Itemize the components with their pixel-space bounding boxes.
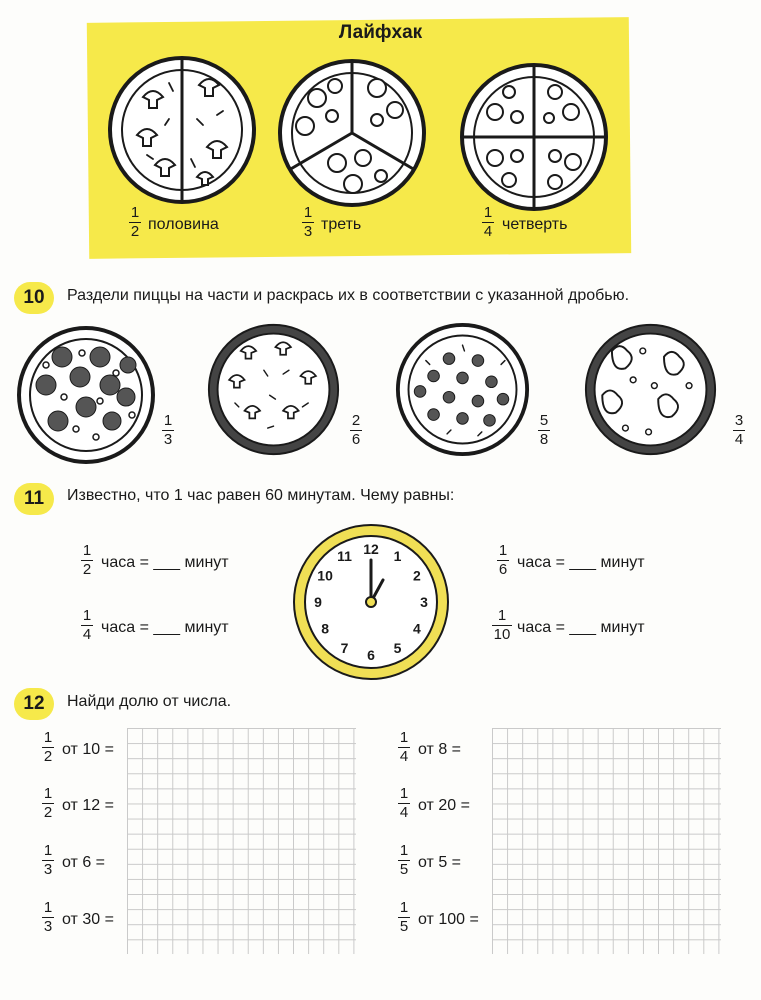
task11-equation-3: часа = ___ минут: [517, 554, 645, 571]
numerator: 1: [43, 785, 53, 802]
denominator: 4: [734, 431, 744, 449]
task11-fraction-3: [497, 543, 509, 578]
numerator: 1: [303, 204, 313, 221]
denominator: 2: [43, 804, 53, 822]
lifehack-fraction-2: [302, 205, 314, 240]
task12-right-equation-3: от 5 =: [418, 854, 462, 871]
denominator: 3: [303, 223, 313, 241]
denominator: 4: [483, 223, 493, 241]
task-11-text: Известно, что 1 час равен 60 минутам. Чему равны:: [67, 487, 455, 504]
denominator: 4: [399, 748, 409, 766]
task10-fraction-2: [350, 413, 362, 448]
task12-right-equation-2: от 20 =: [418, 797, 470, 814]
lifehack-fraction-3: [482, 205, 494, 240]
clock-number-5: 5: [393, 639, 402, 656]
clock-number-4: 4: [413, 620, 421, 637]
pizza-ham-icon: [583, 322, 718, 457]
denominator: 3: [163, 431, 173, 449]
pizza-mushroom-icon: [206, 322, 341, 457]
pizza-half-icon: [107, 55, 257, 205]
numerator: 1: [43, 899, 53, 916]
denominator: 4: [82, 626, 92, 644]
task12-left-equation-2: от 12 =: [62, 797, 114, 814]
task-number-11: 11: [14, 483, 54, 515]
task12-right-fraction-3: [398, 843, 410, 878]
numerator: 1: [43, 729, 53, 746]
task12-left-equation-1: от 10 =: [62, 741, 114, 758]
task12-left-fraction-1: [42, 730, 54, 765]
task12-left-fraction-3: [42, 843, 54, 878]
denominator: 4: [399, 804, 409, 822]
task-10-text: Раздели пиццы на части и раскрась их в соответствии с указанной дробью.: [67, 287, 630, 304]
clock-number-11: 11: [337, 548, 352, 565]
task12-left-equation-3: от 6 =: [62, 854, 106, 871]
task12-right-equation-4: от 100 =: [418, 911, 479, 928]
pizza-pepperoni-icon: [16, 325, 156, 465]
task12-right-fraction-1: [398, 730, 410, 765]
pizza-olive-icon: [395, 322, 530, 457]
task-12-text: Найди долю от числа.: [67, 693, 232, 710]
task12-left-fraction-4: [42, 900, 54, 935]
denominator: 2: [43, 748, 53, 766]
numerator: 1: [399, 899, 409, 916]
task12-left-fraction-2: [42, 786, 54, 821]
lifehack-label-third: треть: [321, 216, 362, 233]
answer-grid-right[interactable]: [492, 728, 721, 954]
denominator: 8: [539, 431, 549, 449]
numerator: 1: [163, 412, 173, 429]
numerator: 1: [130, 204, 140, 221]
clock-number-10: 10: [317, 567, 333, 584]
pizza-third-icon: [277, 58, 427, 208]
task11-equation-4: часа = ___ минут: [517, 619, 645, 636]
task11-fraction-2: [81, 608, 93, 643]
lifehack-fraction-1: [129, 205, 141, 240]
task11-equation-1: часа = ___ минут: [101, 554, 229, 571]
numerator: 3: [734, 412, 744, 429]
numerator: 1: [399, 729, 409, 746]
task11-fraction-4: [492, 608, 512, 643]
numerator: 1: [483, 204, 493, 221]
clock-number-1: 1: [393, 548, 402, 565]
task10-fraction-4: [733, 413, 745, 448]
denominator: 10: [493, 626, 511, 644]
task12-right-equation-1: от 8 =: [418, 741, 462, 758]
task12-left-equation-4: от 30 =: [62, 911, 114, 928]
numerator: 1: [43, 842, 53, 859]
clock-number-9: 9: [314, 594, 322, 610]
numerator: 1: [399, 842, 409, 859]
pizza-quarter-icon: [459, 62, 609, 212]
lifehack-label-half: половина: [148, 216, 219, 233]
lifehack-label-quarter: четверть: [502, 216, 568, 233]
denominator: 3: [43, 918, 53, 936]
answer-grid-left[interactable]: [127, 728, 356, 954]
numerator: 5: [539, 412, 549, 429]
task10-fraction-3: [538, 413, 550, 448]
task-number-12: 12: [14, 688, 54, 720]
task12-right-fraction-2: [398, 786, 410, 821]
denominator: 6: [351, 431, 361, 449]
clock-number-12: 12: [363, 541, 379, 557]
denominator: 6: [498, 561, 508, 579]
clock-number-6: 6: [367, 647, 375, 663]
denominator: 3: [43, 861, 53, 879]
clock-icon: [291, 522, 451, 682]
clock-number-2: 2: [413, 567, 421, 584]
task11-equation-2: часа = ___ минут: [101, 619, 229, 636]
clock-number-3: 3: [420, 594, 428, 610]
denominator: 2: [82, 561, 92, 579]
denominator: 2: [130, 223, 140, 241]
denominator: 5: [399, 861, 409, 879]
clock-number-8: 8: [321, 620, 329, 637]
denominator: 5: [399, 918, 409, 936]
numerator: 1: [82, 542, 92, 559]
clock-number-7: 7: [340, 639, 349, 656]
numerator: 1: [498, 542, 508, 559]
lifehack-title: Лайфхак: [338, 22, 423, 43]
task12-right-fraction-4: [398, 900, 410, 935]
numerator: 1: [82, 607, 92, 624]
numerator: 1: [399, 785, 409, 802]
task10-fraction-1: [162, 413, 174, 448]
numerator: 2: [351, 412, 361, 429]
task-number-10: 10: [14, 282, 54, 314]
numerator: 1: [497, 607, 507, 624]
task11-fraction-1: [81, 543, 93, 578]
